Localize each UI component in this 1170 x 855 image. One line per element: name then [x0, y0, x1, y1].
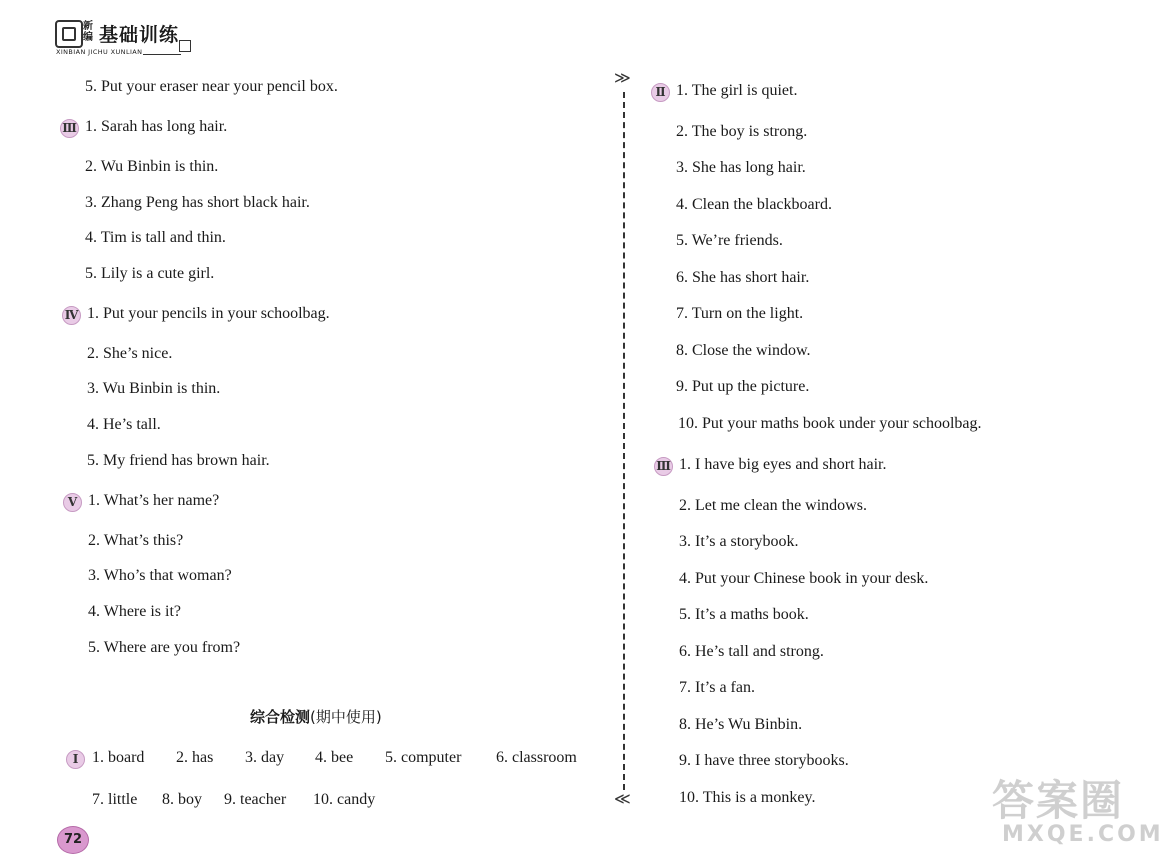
answer-line: 4. Clean the blackboard. [676, 196, 832, 213]
answer-line: 8. Close the window. [676, 342, 811, 359]
answer-line: 3. Who’s that woman? [88, 567, 232, 584]
answer-line: 5. Lily is a cute girl. [85, 265, 215, 282]
answer-line: 7. Turn on the light. [676, 305, 804, 322]
watermark [992, 768, 1167, 853]
answer-line: 3. Wu Binbin is thin. [87, 380, 221, 397]
answer-line: 2. Wu Binbin is thin. [85, 158, 219, 175]
answer-line: 6. He’s tall and strong. [679, 643, 824, 660]
answer-line: 3. It’s a storybook. [679, 533, 799, 550]
answer-line: 2. She’s nice. [87, 345, 173, 362]
answer-line: 10. This is a monkey. [679, 789, 816, 806]
section-title [250, 707, 382, 727]
answer-line: 5. My friend has brown hair. [87, 452, 270, 469]
section-title-main: 综合检测 [250, 708, 311, 726]
vocab-item: 5. computer [385, 749, 462, 766]
section-badge: Ⅲ [60, 119, 79, 138]
vocab-item: 10. candy [313, 791, 376, 808]
vocab-item: 1. board [92, 749, 145, 766]
answer-line: 2. What’s this? [88, 532, 184, 549]
logo-pinyin: XINBIAN JICHU XUNLIAN [56, 48, 143, 56]
answer-line: 8. He’s Wu Binbin. [679, 716, 803, 733]
answer-line: 5. It’s a maths book. [679, 606, 809, 623]
section-badge: Ⅴ [63, 493, 82, 512]
chevron-up-icon: ≪ [614, 789, 631, 808]
answer-line: 9. I have three storybooks. [679, 752, 849, 769]
answer-line: 5. Where are you from? [88, 639, 241, 656]
header-logo [55, 18, 205, 58]
answer-line: 3. Zhang Peng has short black hair. [85, 194, 310, 211]
section-badge: Ⅳ [62, 306, 81, 325]
answer-line: 1. The girl is quiet. [676, 82, 798, 99]
answer-line: 1. Sarah has long hair. [85, 118, 228, 135]
answer-line: 9. Put up the picture. [676, 378, 810, 395]
answer-line: 10. Put your maths book under your schoolbag. [678, 415, 982, 432]
answer-line: 5. Put your eraser near your pencil box. [85, 78, 338, 95]
column-divider [623, 92, 625, 790]
answer-line: 2. Let me clean the windows. [679, 497, 867, 514]
vocab-item: 3. day [245, 749, 285, 766]
vocab-item: 4. bee [315, 749, 354, 766]
answer-line: 4. Put your Chinese book in your desk. [679, 570, 929, 587]
logo-mark-icon [55, 20, 83, 48]
page-number: 72 [57, 826, 89, 854]
answer-line: 5. We’re friends. [676, 232, 783, 249]
section-title-sub: (期中使用) [310, 708, 382, 726]
answer-line: 4. Where is it? [88, 603, 182, 620]
answer-line: 6. She has short hair. [676, 269, 810, 286]
answer-line: 7. It’s a fan. [679, 679, 755, 696]
vocab-item: 2. has [176, 749, 214, 766]
section-badge: Ⅰ [66, 750, 85, 769]
logo-rule [143, 54, 181, 55]
answer-line: 3. She has long hair. [676, 159, 806, 176]
watermark-top: 答案圈 [992, 776, 1125, 825]
vocab-item: 9. teacher [224, 791, 287, 808]
section-badge: Ⅱ [651, 83, 670, 102]
section-badge: Ⅲ [654, 457, 673, 476]
answer-line: 4. He’s tall. [87, 416, 161, 433]
vocab-item: 6. classroom [496, 749, 577, 766]
answer-line: 1. What’s her name? [88, 492, 220, 509]
vocab-item: 8. boy [162, 791, 202, 808]
answer-line: 1. Put your pencils in your schoolbag. [87, 305, 330, 322]
vocab-item: 7. little [92, 791, 138, 808]
logo-box-icon [179, 40, 191, 52]
answer-line: 4. Tim is tall and thin. [85, 229, 226, 246]
answer-line: 2. The boy is strong. [676, 123, 808, 140]
chevron-down-icon: ≫ [614, 68, 631, 87]
logo-title: 基础训练 [99, 24, 180, 46]
answer-line: 1. I have big eyes and short hair. [679, 456, 887, 473]
watermark-bottom: MXQE.COM [1002, 822, 1164, 847]
logo-small-label: 新编 [83, 21, 93, 43]
